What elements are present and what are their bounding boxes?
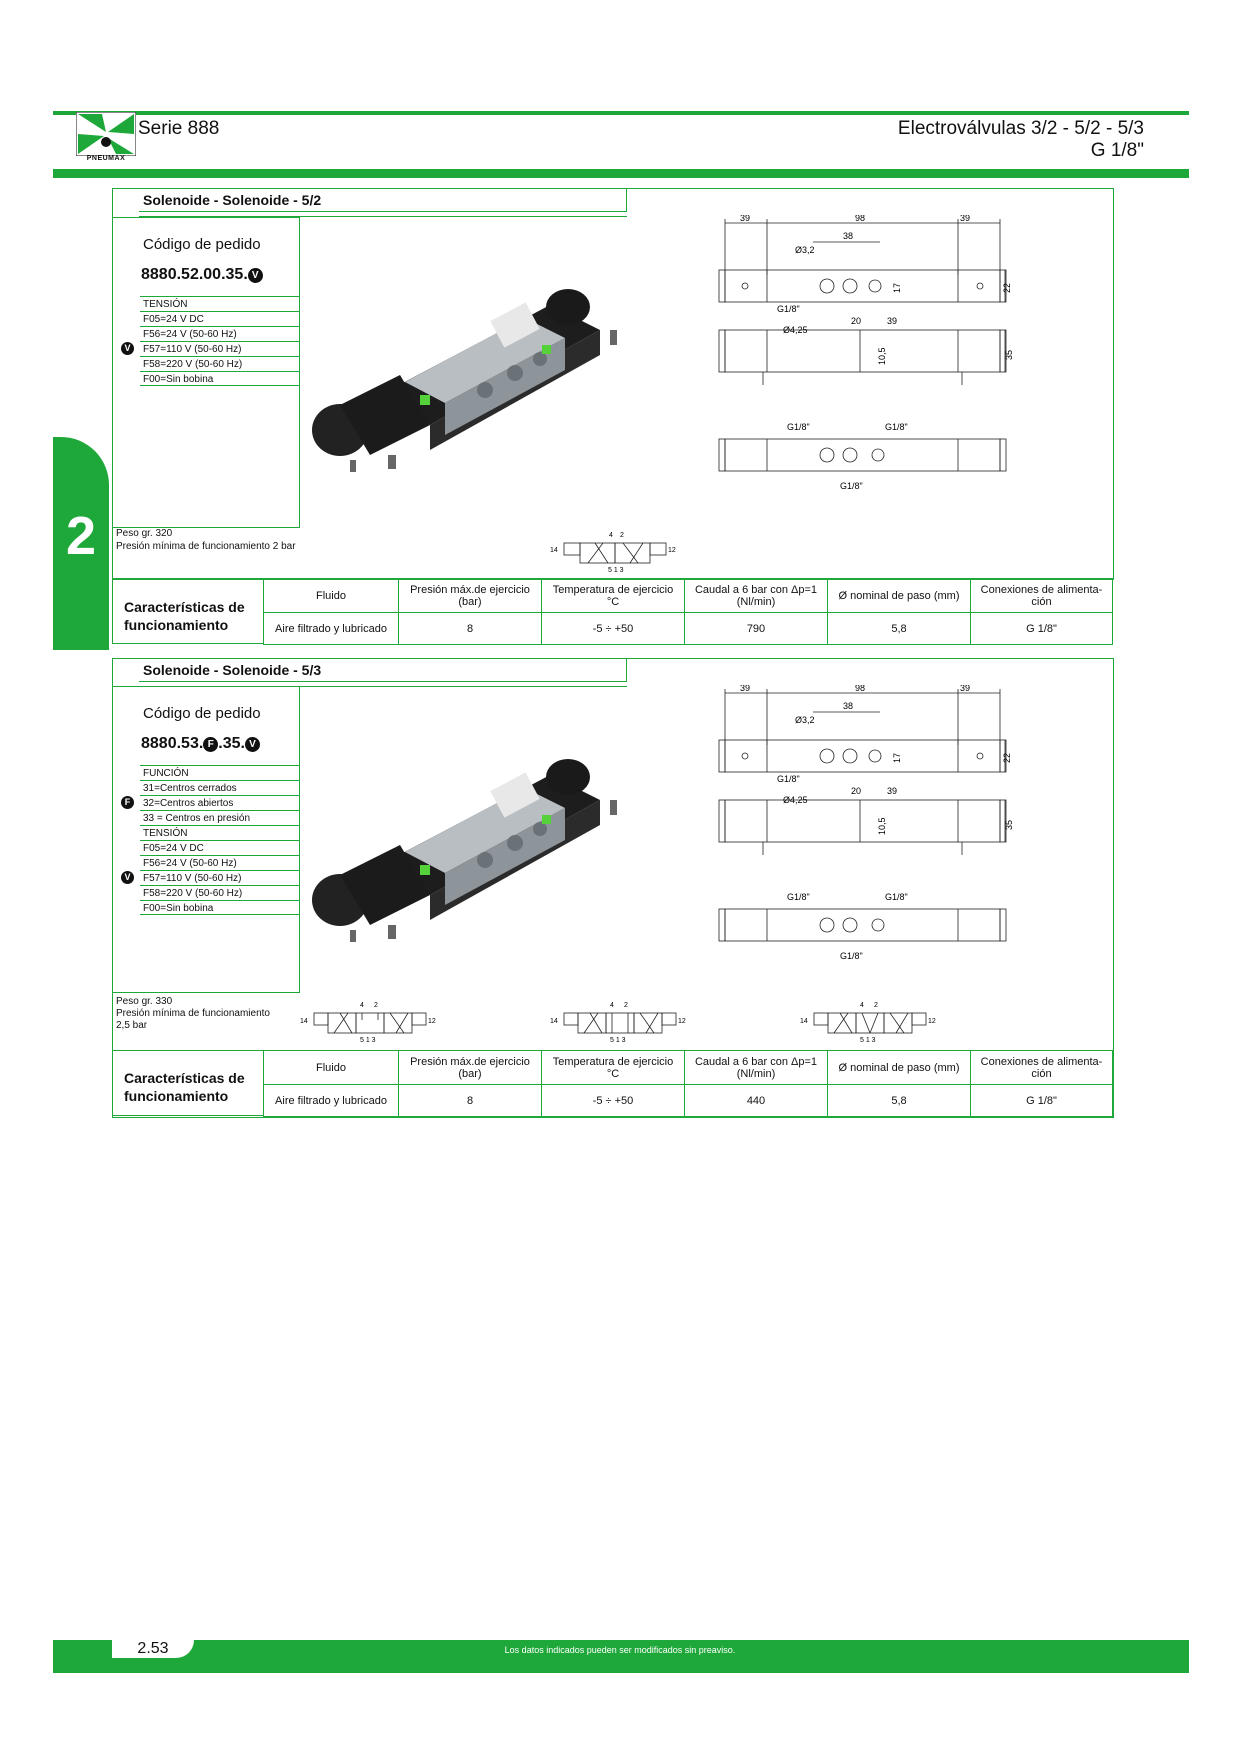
dim-label: 98 [855, 685, 866, 693]
dim-label: 39 [740, 215, 751, 223]
function-side-marker: F [121, 796, 134, 809]
order-code-box [112, 686, 300, 993]
specs-table [263, 1050, 1113, 1117]
logo-wordmark: PNEUMAX [86, 155, 126, 162]
dim-label: 17 [892, 282, 902, 293]
port-label: 4 [360, 1002, 364, 1009]
specs-label: Características de funcionamiento [124, 1070, 245, 1104]
dim-label: Ø3,2 [795, 715, 815, 725]
dimensional-drawing [715, 215, 1015, 500]
section-title: Solenoide - Solenoide - 5/3 [139, 658, 627, 682]
voltage-side-marker: V [121, 871, 134, 884]
dim-label: 39 [887, 316, 898, 326]
voltage-marker: V [245, 737, 260, 752]
header-top-rule [53, 111, 1189, 115]
weight-note: Peso gr. 330 [116, 996, 173, 1007]
dim-label: 10,5 [877, 817, 887, 835]
option-item: F56=24 V (50-60 Hz) [140, 326, 299, 341]
pneumatic-symbol [548, 528, 678, 574]
spec-header: Temperatura de ejercicio °C [542, 1051, 685, 1085]
series-title: Serie 888 [138, 118, 220, 139]
port-label: 14 [800, 1018, 808, 1025]
page-title: Electroválvulas 3/2 - 5/2 - 5/3 [897, 118, 1144, 139]
dim-label: 20 [851, 786, 862, 796]
dim-label: 20 [851, 316, 862, 326]
port-label: 2 [374, 1002, 378, 1009]
pneumatic-symbol-closed-centers [298, 998, 438, 1044]
port-label: 14 [300, 1018, 308, 1025]
min-pressure-note: Presión mínima de funcionamiento [116, 1008, 270, 1019]
option-item: F05=24 V DC [140, 311, 299, 326]
spec-value: -5 ÷ +50 [542, 613, 685, 645]
dim-label: G1/8" [885, 422, 908, 432]
dim-label: 35 [1004, 819, 1014, 830]
port-label: 5 1 3 [360, 1037, 376, 1044]
spec-header: Fluido [264, 579, 399, 613]
spec-header: Caudal a 6 bar con Δp=1 (Nl/min) [685, 579, 828, 613]
option-item: F05=24 V DC [140, 840, 299, 855]
order-code-label: Código de pedido [143, 705, 261, 722]
dim-label: 22 [1002, 282, 1012, 293]
order-code-label: Código de pedido [143, 236, 261, 253]
dim-label: 39 [740, 685, 751, 693]
voltage-options [140, 296, 299, 386]
dim-label: Ø4,25 [783, 325, 808, 335]
option-item: F58=220 V (50-60 Hz) [140, 885, 299, 900]
option-item: F57=110 V (50-60 Hz) [140, 870, 299, 885]
port-label: 2 [874, 1002, 878, 1009]
port-label: 4 [610, 1002, 614, 1009]
port-label: 12 [928, 1018, 936, 1025]
order-code-box [112, 217, 300, 528]
spec-header: Conexiones de alimenta- ción [971, 579, 1113, 613]
dim-label: G1/8" [840, 951, 863, 961]
dim-label: 39 [960, 215, 971, 223]
spec-header: Fluido [264, 1051, 399, 1085]
spec-value: Aire filtrado y lubricado [264, 613, 399, 645]
spec-header: Ø nominal de paso (mm) [828, 579, 971, 613]
spec-value: 5,8 [828, 613, 971, 645]
dim-label: Ø3,2 [795, 245, 815, 255]
option-item: 32=Centros abiertos [140, 795, 299, 810]
dim-label: G1/8" [787, 422, 810, 432]
weight-note: Peso gr. 320 [116, 528, 173, 539]
spec-value: 790 [685, 613, 828, 645]
spec-header: Conexiones de alimenta- ción [971, 1051, 1113, 1085]
port-label: 5 1 3 [608, 567, 624, 574]
dim-label: G1/8" [777, 774, 800, 784]
port-label: 14 [550, 547, 558, 554]
port-label: 2 [624, 1002, 628, 1009]
dim-label: 98 [855, 215, 866, 223]
port-label: 4 [609, 532, 613, 539]
option-item: F56=24 V (50-60 Hz) [140, 855, 299, 870]
page-subtitle: G 1/8" [1090, 140, 1144, 161]
spec-value: Aire filtrado y lubricado [264, 1085, 399, 1117]
voltage-marker: V [248, 268, 263, 283]
port-label: 2 [620, 532, 624, 539]
valve-product-image [310, 275, 630, 475]
spec-header: Temperatura de ejercicio °C [542, 579, 685, 613]
spec-header: Presión máx.de ejercicio (bar) [399, 1051, 542, 1085]
dim-label: 39 [887, 786, 898, 796]
dim-label: 35 [1004, 349, 1014, 360]
dim-label: 17 [892, 752, 902, 763]
spec-value: G 1/8" [971, 1085, 1113, 1117]
specs-label-cell [112, 578, 263, 644]
dim-label: G1/8" [777, 304, 800, 314]
port-label: 12 [678, 1018, 686, 1025]
option-item: 33 = Centros en presión [140, 810, 299, 825]
spec-header: Presión máx.de ejercicio (bar) [399, 579, 542, 613]
order-code: 8880.52.00.35. V [141, 266, 263, 284]
dim-label: 22 [1002, 752, 1012, 763]
spec-value: 440 [685, 1085, 828, 1117]
option-item: F57=110 V (50-60 Hz) [140, 341, 299, 356]
specs-label-cell [112, 1050, 263, 1116]
dim-label: 38 [843, 231, 854, 241]
min-pressure-value: 2,5 bar [116, 1020, 148, 1031]
port-label: 5 1 3 [610, 1037, 626, 1044]
dim-label: G1/8" [840, 481, 863, 491]
chapter-number: 2 [65, 506, 97, 566]
page-number: 2.53 [112, 1640, 194, 1658]
valve-product-image [310, 745, 630, 945]
port-label: 14 [550, 1018, 558, 1025]
section-title: Solenoide - Solenoide - 5/2 [139, 188, 627, 212]
option-item: F58=220 V (50-60 Hz) [140, 356, 299, 371]
spec-value: 8 [399, 613, 542, 645]
spec-value: 8 [399, 1085, 542, 1117]
min-pressure-note: Presión mínima de funcionamiento 2 bar [116, 541, 296, 552]
dim-label: G1/8" [885, 892, 908, 902]
voltage-side-marker: V [121, 342, 134, 355]
dimensional-drawing [715, 685, 1015, 970]
option-heading: FUNCIÓN [140, 765, 299, 780]
order-code: 8880.53. F .35. V [141, 735, 260, 753]
port-label: 5 1 3 [860, 1037, 876, 1044]
port-label: 12 [668, 547, 676, 554]
function-voltage-options [140, 765, 299, 915]
dim-label: 10,5 [877, 347, 887, 365]
spec-value: G 1/8" [971, 613, 1113, 645]
option-heading: TENSIÓN [140, 825, 299, 840]
option-item: 31=Centros cerrados [140, 780, 299, 795]
spec-header: Ø nominal de paso (mm) [828, 1051, 971, 1085]
dim-label: 38 [843, 701, 854, 711]
function-marker: F [203, 737, 218, 752]
dim-label: 39 [960, 685, 971, 693]
option-item: F00=Sin bobina [140, 371, 299, 386]
dim-label: Ø4,25 [783, 795, 808, 805]
footer-disclaimer: Los datos indicados pueden ser modificados sin preaviso. [504, 1645, 736, 1655]
dim-label: G1/8" [787, 892, 810, 902]
port-label: 12 [428, 1018, 436, 1025]
spec-header: Caudal a 6 bar con Δp=1 (Nl/min) [685, 1051, 828, 1085]
pneumatic-symbol-open-centers [548, 998, 688, 1044]
header-bottom-rule [53, 169, 1189, 178]
specs-label: Características de funcionamiento [124, 599, 245, 633]
spec-value: -5 ÷ +50 [542, 1085, 685, 1117]
port-label: 4 [860, 1002, 864, 1009]
option-item: F00=Sin bobina [140, 900, 299, 915]
option-heading: TENSIÓN [140, 296, 299, 311]
pneumatic-symbol-pressure-centers [798, 998, 938, 1044]
specs-table [263, 578, 1113, 645]
spec-value: 5,8 [828, 1085, 971, 1117]
